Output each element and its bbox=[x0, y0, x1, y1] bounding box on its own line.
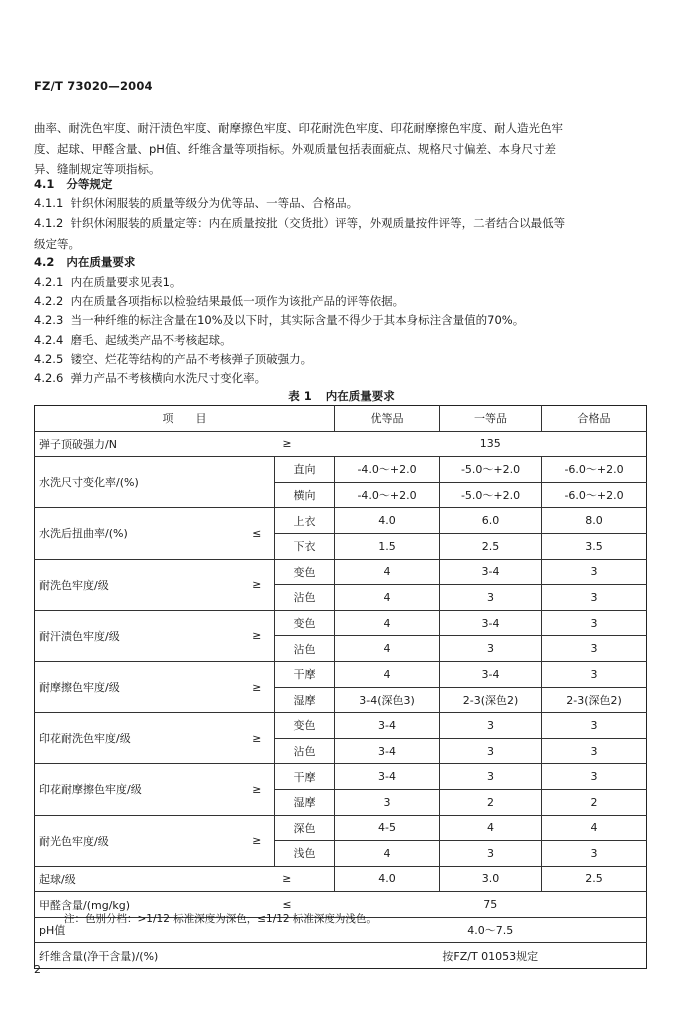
cell-value: 3 bbox=[542, 610, 647, 636]
cell-value: 2 bbox=[440, 789, 542, 815]
row-symbol: ≥ bbox=[240, 661, 275, 712]
header-item: 项 目 bbox=[162, 412, 207, 426]
cell-value: 2 bbox=[542, 789, 647, 815]
row-sub-label: 深色 bbox=[275, 815, 335, 841]
cell-value: 8.0 bbox=[542, 508, 647, 534]
row-sub-label: 变色 bbox=[275, 559, 335, 585]
cell-value: 3 bbox=[542, 585, 647, 611]
cell-value: 4.0 bbox=[335, 508, 440, 534]
row-label: 甲醛含量/(mg/kg) bbox=[35, 892, 240, 918]
table-row bbox=[35, 713, 647, 739]
cell-value: 3 bbox=[542, 661, 647, 687]
clause-4-1-1: 4.1.1 针织休闲服装的质量等级分为优等品、一等品、合格品。 bbox=[34, 196, 359, 210]
table-row bbox=[35, 508, 647, 534]
row-symbol: ≥ bbox=[240, 764, 275, 815]
table-row bbox=[35, 610, 647, 636]
row-symbol: ≥ bbox=[240, 713, 275, 764]
cell-value: 3 bbox=[335, 789, 440, 815]
cell-value: 1.5 bbox=[335, 533, 440, 559]
row-sub-label: 直向 bbox=[275, 457, 335, 483]
cell-value: 3 bbox=[542, 636, 647, 662]
row-sub-label: 干摩 bbox=[275, 661, 335, 687]
table-row bbox=[35, 457, 647, 483]
cell-value: 4 bbox=[335, 610, 440, 636]
row-label: 印花耐摩擦色牢度/级 bbox=[35, 764, 240, 815]
intro-paragraph bbox=[34, 118, 646, 180]
cell-value: -5.0～+2.0 bbox=[440, 457, 542, 483]
cell-value: 3.5 bbox=[542, 533, 647, 559]
row-sub-label: 变色 bbox=[275, 610, 335, 636]
row-value: 按FZ/T 01053规定 bbox=[335, 943, 647, 969]
row-sub-label: 湿摩 bbox=[275, 789, 335, 815]
row-sub-label: 干摩 bbox=[275, 764, 335, 790]
intro-line: 曲率、耐洗色牢度、耐汗渍色牢度、耐摩擦色牢度、印花耐洗色牢度、印花耐摩擦色牢度、耐人造光色牢 bbox=[34, 121, 563, 135]
row-label: 耐汗渍色牢度/级 bbox=[35, 610, 240, 661]
cell-value: 3 bbox=[440, 738, 542, 764]
table-caption: 表 1 内在质量要求 bbox=[288, 389, 395, 403]
row-value: 135 bbox=[335, 431, 647, 457]
cell-value: 4 bbox=[335, 661, 440, 687]
row-label: 耐洗色牢度/级 bbox=[35, 559, 240, 610]
cell-value: 6.0 bbox=[440, 508, 542, 534]
clause-4-2-1: 4.2.1 内在质量要求见表1。 bbox=[34, 275, 182, 289]
cell-value: 3-4 bbox=[335, 764, 440, 790]
cell-value: 3 bbox=[542, 713, 647, 739]
row-symbol: ≥ bbox=[240, 559, 275, 610]
cell-value: 3 bbox=[440, 764, 542, 790]
intro-line: 异、缝制规定等项指标。 bbox=[34, 162, 161, 176]
row-sub-label: 下衣 bbox=[275, 533, 335, 559]
cell-value: 3 bbox=[440, 713, 542, 739]
row-symbol: ≥ bbox=[240, 431, 335, 457]
cell-value: 4 bbox=[335, 559, 440, 585]
table-row bbox=[35, 943, 647, 969]
page-number: 2 bbox=[34, 963, 41, 976]
cell-value: 4 bbox=[335, 841, 440, 867]
clause-4-2-2: 4.2.2 内在质量各项指标以检验结果最低一项作为该批产品的评等依据。 bbox=[34, 294, 405, 308]
cell-value: 2.5 bbox=[440, 533, 542, 559]
cell-value: 2-3(深色2) bbox=[440, 687, 542, 713]
cell-value: 4-5 bbox=[335, 815, 440, 841]
cell-value: 3-4(深色3) bbox=[335, 687, 440, 713]
row-symbol: ≥ bbox=[240, 866, 335, 892]
row-label: 水洗后扭曲率/(%) bbox=[35, 508, 240, 559]
row-label: 水洗尺寸变化率/(%) bbox=[35, 457, 240, 508]
cell-value: 3 bbox=[440, 585, 542, 611]
row-sub-label: 沾色 bbox=[275, 738, 335, 764]
table-header-row bbox=[35, 406, 647, 432]
clause-4-2-3: 4.2.3 当一种纤维的标注含量在10%及以下时，其实际含量不得少于其本身标注含量值的70%。 bbox=[34, 313, 525, 327]
clause-4-2-6: 4.2.6 弹力产品不考核横向水洗尺寸变化率。 bbox=[34, 371, 267, 385]
quality-table bbox=[34, 405, 647, 969]
cell-value: 2-3(深色2) bbox=[542, 687, 647, 713]
row-label: 耐摩擦色牢度/级 bbox=[35, 661, 240, 712]
table-row bbox=[35, 815, 647, 841]
row-sub-label: 湿摩 bbox=[275, 687, 335, 713]
cell-value: 3 bbox=[440, 841, 542, 867]
cell-value: 4 bbox=[542, 815, 647, 841]
table-row bbox=[35, 559, 647, 585]
cell-value: -6.0～+2.0 bbox=[542, 482, 647, 508]
row-sub-label: 横向 bbox=[275, 482, 335, 508]
intro-line: 度、起球、甲醛含量、pH值、纤维含量等项指标。外观质量包括表面疵点、规格尺寸偏差、本身尺寸差 bbox=[34, 141, 556, 156]
row-label: pH值 bbox=[35, 917, 240, 943]
header-grade-superior: 优等品 bbox=[335, 406, 440, 432]
table-note: 注：色别分档：>1/12 标准深度为深色，≤1/12 标准深度为浅色。 bbox=[64, 913, 377, 925]
cell-value: 3-4 bbox=[440, 661, 542, 687]
cell-value: -4.0～+2.0 bbox=[335, 482, 440, 508]
row-label: 耐光色牢度/级 bbox=[35, 815, 240, 866]
row-label: 弹子顶破强力/N bbox=[35, 431, 240, 457]
section-4-1-heading: 4.1 分等规定 bbox=[34, 177, 113, 191]
cell-value: 3-4 bbox=[440, 559, 542, 585]
cell-value: 3 bbox=[440, 636, 542, 662]
row-label: 起球/级 bbox=[35, 866, 240, 892]
cell-value: -5.0～+2.0 bbox=[440, 482, 542, 508]
row-label: 纤维含量(净干含量)/(%) bbox=[35, 943, 240, 969]
row-symbol: ≤ bbox=[240, 892, 335, 918]
cell-value: 4 bbox=[335, 636, 440, 662]
clause-4-2-4: 4.2.4 磨毛、起绒类产品不考核起球。 bbox=[34, 333, 232, 347]
row-sub-label: 浅色 bbox=[275, 841, 335, 867]
cell-value: 3-4 bbox=[335, 713, 440, 739]
cell-value: 3-4 bbox=[335, 738, 440, 764]
row-sub-label: 沾色 bbox=[275, 636, 335, 662]
row-symbol: ≤ bbox=[240, 508, 275, 559]
cell-value: 3-4 bbox=[440, 610, 542, 636]
row-sub-label: 上衣 bbox=[275, 508, 335, 534]
row-value: 4.0～7.5 bbox=[335, 917, 647, 943]
cell-value: -6.0～+2.0 bbox=[542, 457, 647, 483]
cell-value: 2.5 bbox=[542, 866, 647, 892]
header-grade-qualified: 合格品 bbox=[542, 406, 647, 432]
cell-value: 3 bbox=[542, 764, 647, 790]
row-value: 75 bbox=[335, 892, 647, 918]
clause-4-2-5: 4.2.5 镂空、烂花等结构的产品不考核弹子顶破强力。 bbox=[34, 352, 313, 366]
row-sub-label: 变色 bbox=[275, 713, 335, 739]
table-row bbox=[35, 661, 647, 687]
row-label: 印花耐洗色牢度/级 bbox=[35, 713, 240, 764]
table-row bbox=[35, 431, 647, 457]
standard-header: FZ/T 73020—2004 bbox=[34, 79, 153, 93]
cell-value: 4 bbox=[335, 585, 440, 611]
header-grade-first: 一等品 bbox=[440, 406, 542, 432]
cell-value: -4.0～+2.0 bbox=[335, 457, 440, 483]
cell-value: 3.0 bbox=[440, 866, 542, 892]
table-row bbox=[35, 866, 647, 892]
cell-value: 3 bbox=[542, 559, 647, 585]
cell-value: 4 bbox=[440, 815, 542, 841]
table-row bbox=[35, 764, 647, 790]
section-4-2-heading: 4.2 内在质量要求 bbox=[34, 255, 136, 269]
row-symbol: ≥ bbox=[240, 815, 275, 866]
cell-value: 4.0 bbox=[335, 866, 440, 892]
cell-value: 3 bbox=[542, 738, 647, 764]
row-sub-label: 沾色 bbox=[275, 585, 335, 611]
cell-value: 3 bbox=[542, 841, 647, 867]
clause-4-1-2: 4.1.2 针织休闲服装的质量定等：内在质量按批（交货批）评等，外观质量按件评等，二者结合以最低等 级定等。 bbox=[34, 216, 566, 251]
row-symbol: ≥ bbox=[240, 610, 275, 661]
